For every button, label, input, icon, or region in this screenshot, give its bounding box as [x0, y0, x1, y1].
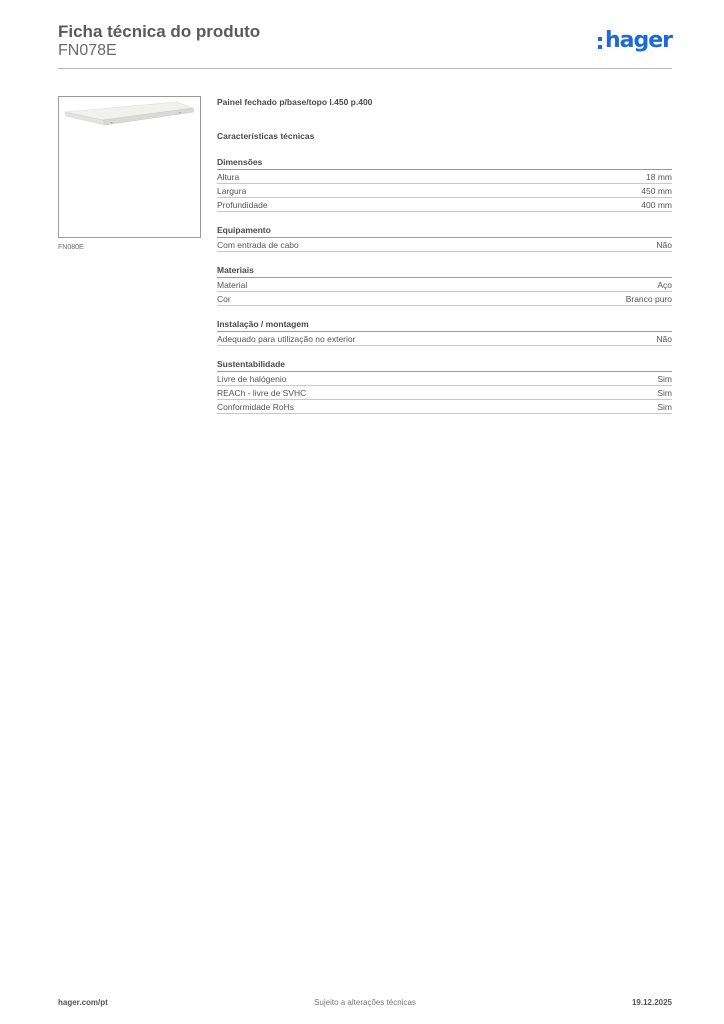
row-value: 400 mm: [641, 200, 672, 210]
table-row: [217, 238, 672, 252]
document-title: Ficha técnica do produto: [58, 22, 261, 41]
row-value: 450 mm: [641, 186, 672, 196]
panel-illustration: [59, 97, 200, 237]
row-value: Aço: [657, 280, 672, 290]
row-label: Profundidade: [217, 200, 268, 210]
table-row: [217, 372, 672, 386]
product-code: FN078E: [58, 42, 117, 59]
product-name: Painel fechado p/base/topo l.450 p.400: [217, 97, 373, 107]
row-value: Sim: [657, 388, 672, 398]
section-title: Sustentabilidade: [217, 358, 672, 372]
table-row: [217, 198, 672, 212]
row-label: REACh - livre de SVHC: [217, 388, 307, 398]
page-header: [58, 22, 672, 68]
row-label: Livre de halógenio: [217, 374, 287, 384]
row-value: 18 mm: [646, 172, 672, 182]
row-label: Conformidade RoHs: [217, 402, 295, 412]
logo-wordmark: hager: [604, 28, 672, 53]
row-label: Material: [217, 280, 248, 290]
row-value: Sim: [657, 374, 672, 384]
image-caption: FN080E: [58, 244, 84, 251]
row-value: Não: [656, 240, 672, 250]
footer-website-link[interactable]: hager.com/pt: [58, 998, 108, 1007]
table-row: [217, 184, 672, 198]
row-value: Não: [656, 334, 672, 344]
section-materials: [217, 264, 672, 306]
section-dimensions: [217, 156, 672, 212]
section-installation: [217, 318, 672, 346]
table-row: [217, 400, 672, 414]
row-label: Altura: [217, 172, 240, 182]
row-label: Com entrada de cabo: [217, 240, 299, 250]
hager-logo: [598, 28, 672, 54]
section-title: Instalação / montagem: [217, 318, 672, 332]
table-row: [217, 386, 672, 400]
header-divider: [58, 68, 672, 69]
section-title: Equipamento: [217, 224, 672, 238]
table-row: [217, 332, 672, 346]
table-row: [217, 170, 672, 184]
page-footer: [58, 998, 672, 1010]
logo-dots-icon: [598, 37, 602, 49]
table-row: [217, 278, 672, 292]
table-row: [217, 292, 672, 306]
row-label: Largura: [217, 186, 247, 196]
section-sustainability: [217, 358, 672, 414]
row-label: Adequado para utilização no exterior: [217, 334, 356, 344]
row-value: Branco puro: [625, 294, 672, 304]
section-equipment: [217, 224, 672, 252]
footer-date: 19.12.2025: [631, 998, 672, 1007]
product-image: [58, 96, 201, 238]
spec-sheet: [217, 96, 672, 414]
footer-notice: Sujeito a alterações técnicas: [314, 998, 416, 1007]
section-title: Dimensões: [217, 156, 672, 170]
row-value: Sim: [657, 402, 672, 412]
technical-characteristics-title: Características técnicas: [217, 131, 315, 141]
row-label: Cor: [217, 294, 231, 304]
section-title: Materiais: [217, 264, 672, 278]
